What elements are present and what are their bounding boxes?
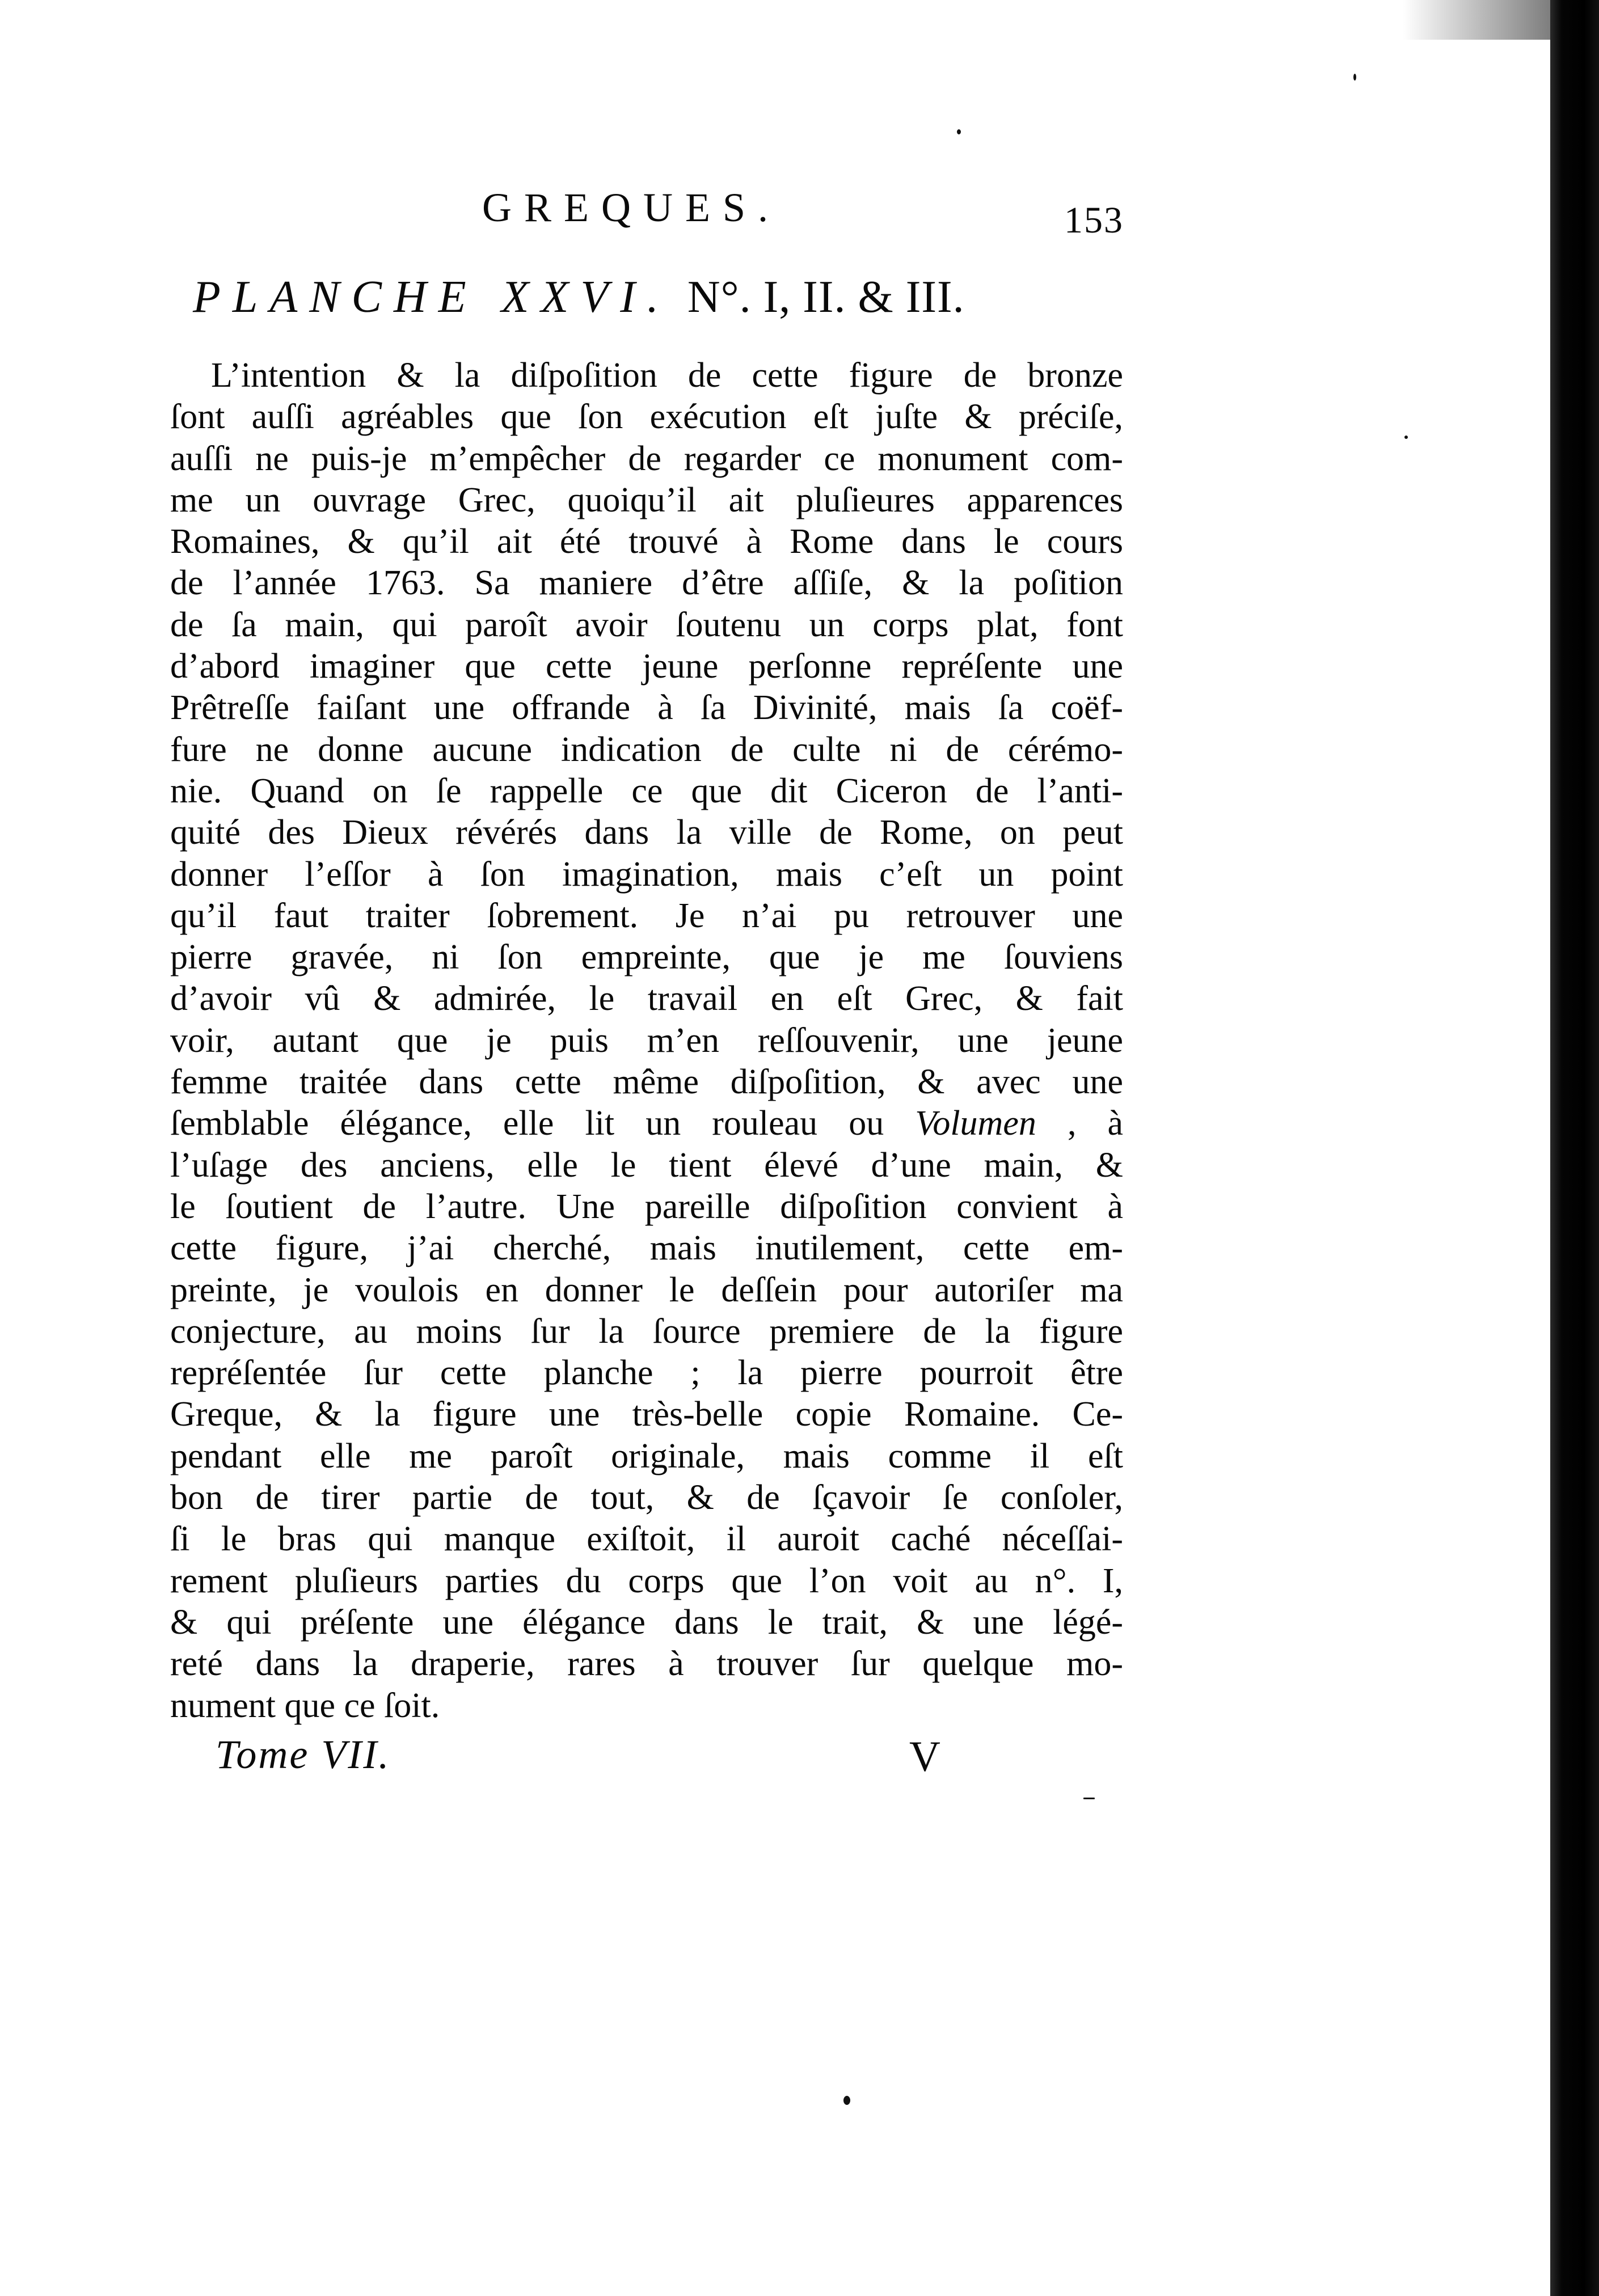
text-line: rement pluſieurs parties du corps que l’on voit au n°. I, xyxy=(170,1561,1123,1600)
text-line: Romaines, & qu’il ait été trouvé à Rome dans le cours xyxy=(170,522,1123,561)
signature-mark: V xyxy=(909,1733,940,1781)
ink-speck xyxy=(957,129,961,134)
text-line: de l’année 1763. Sa maniere d’être aſſiſe, & la poſition xyxy=(170,564,1123,603)
running-head: GREQUES. xyxy=(482,185,781,230)
text-line: fure ne donne aucune indication de culte ni de cérémo- xyxy=(170,730,1123,769)
text-line: quité des Dieux révérés dans la ville de Rome, on peut xyxy=(170,813,1123,852)
ink-speck xyxy=(1353,74,1356,81)
text-line: d’avoir vû & admirée, le travail en eſt Grec, & fait xyxy=(170,979,1123,1018)
text-line: cette figure, j’ai cherché, mais inutilement, cette em- xyxy=(170,1229,1123,1268)
text-line: auſſi ne puis-je m’empêcher de regarder ce monument com- xyxy=(170,439,1123,478)
ink-speck xyxy=(1404,435,1408,439)
volume-label: Tome VII. xyxy=(216,1732,391,1777)
text-segment: ſemblable élégance, elle lit un rouleau ou xyxy=(170,1104,884,1143)
scan-shadow xyxy=(1403,0,1550,40)
text-line: Greque, & la figure une très-belle copie Romaine. Ce- xyxy=(170,1395,1123,1434)
ink-speck xyxy=(843,2096,850,2105)
text-line: preinte, je voulois en donner le deſſein pour autoriſer ma xyxy=(170,1270,1123,1309)
text-line: reté dans la draperie, rares à trouver ſur quelque mo- xyxy=(170,1644,1123,1684)
text-line: & qui préſente une élégance dans le trait, & une légé- xyxy=(170,1602,1123,1642)
text-line: conjecture, au moins ſur la ſource premiere de la figure xyxy=(170,1312,1123,1351)
text-line: ſi le bras qui manque exiſtoit, il auroit caché néceſſai- xyxy=(170,1520,1123,1559)
text-line: nument que ce ſoit. xyxy=(170,1686,440,1725)
scan-border xyxy=(1550,0,1599,2296)
text-line: pendant elle me paroît originale, mais comme il eſt xyxy=(170,1436,1123,1475)
text-line: Prêtreſſe faiſant une offrande à ſa Divinité, mais ſa coëf- xyxy=(170,688,1123,728)
text-line: l’uſage des anciens, elle le tient élevé d’une main, & xyxy=(170,1145,1123,1185)
text-line: repréſentée ſur cette planche ; la pierre pourroit être xyxy=(170,1354,1123,1393)
plate-numbers: N°. I, II. & III. xyxy=(687,272,965,322)
text-line: nie. Quand on ſe rappelle ce que dit Ciceron de l’anti- xyxy=(170,771,1123,810)
text-line: qu’il faut traiter ſobrement. Je n’ai pu retrouver une xyxy=(170,896,1123,935)
plate-heading xyxy=(193,274,965,320)
text-line: ſont auſſi agréables que ſon exécution eſt juſte & préciſe, xyxy=(170,398,1123,437)
text-line: le ſoutient de l’autre. Une pareille diſpoſition convient à xyxy=(170,1187,1123,1226)
text-line: me un ouvrage Grec, quoiqu’il ait pluſieures apparences xyxy=(170,480,1123,519)
text-line: donner l’eſſor à ſon imagination, mais c’eſt un point xyxy=(170,855,1123,894)
ink-speck xyxy=(1083,1798,1095,1799)
text-line-with-italic xyxy=(170,1103,1123,1144)
body-paragraph xyxy=(170,355,1123,1727)
text-segment: , à xyxy=(1067,1104,1124,1143)
text-line: pierre gravée, ni ſon empreinte, que je me ſouviens xyxy=(170,938,1123,977)
plate-title: PLANCHE XXVI. xyxy=(193,272,670,322)
text-line: voir, autant que je puis m’en reſſouvenir, une jeune xyxy=(170,1021,1123,1060)
page-number: 153 xyxy=(1064,200,1124,241)
text-line: d’abord imaginer que cette jeune perſonne repréſente une xyxy=(170,647,1123,686)
text-line: de ſa main, qui paroît avoir ſoutenu un corps plat, font xyxy=(170,605,1123,644)
text-line: bon de tirer partie de tout, & de ſçavoir ſe conſoler, xyxy=(170,1478,1123,1517)
text-line: L’intention & la diſpoſition de cette figure de bronze xyxy=(211,356,1123,395)
text-line: femme traitée dans cette même diſpoſition, & avec une xyxy=(170,1063,1123,1102)
italic-term: Volumen xyxy=(915,1104,1036,1143)
